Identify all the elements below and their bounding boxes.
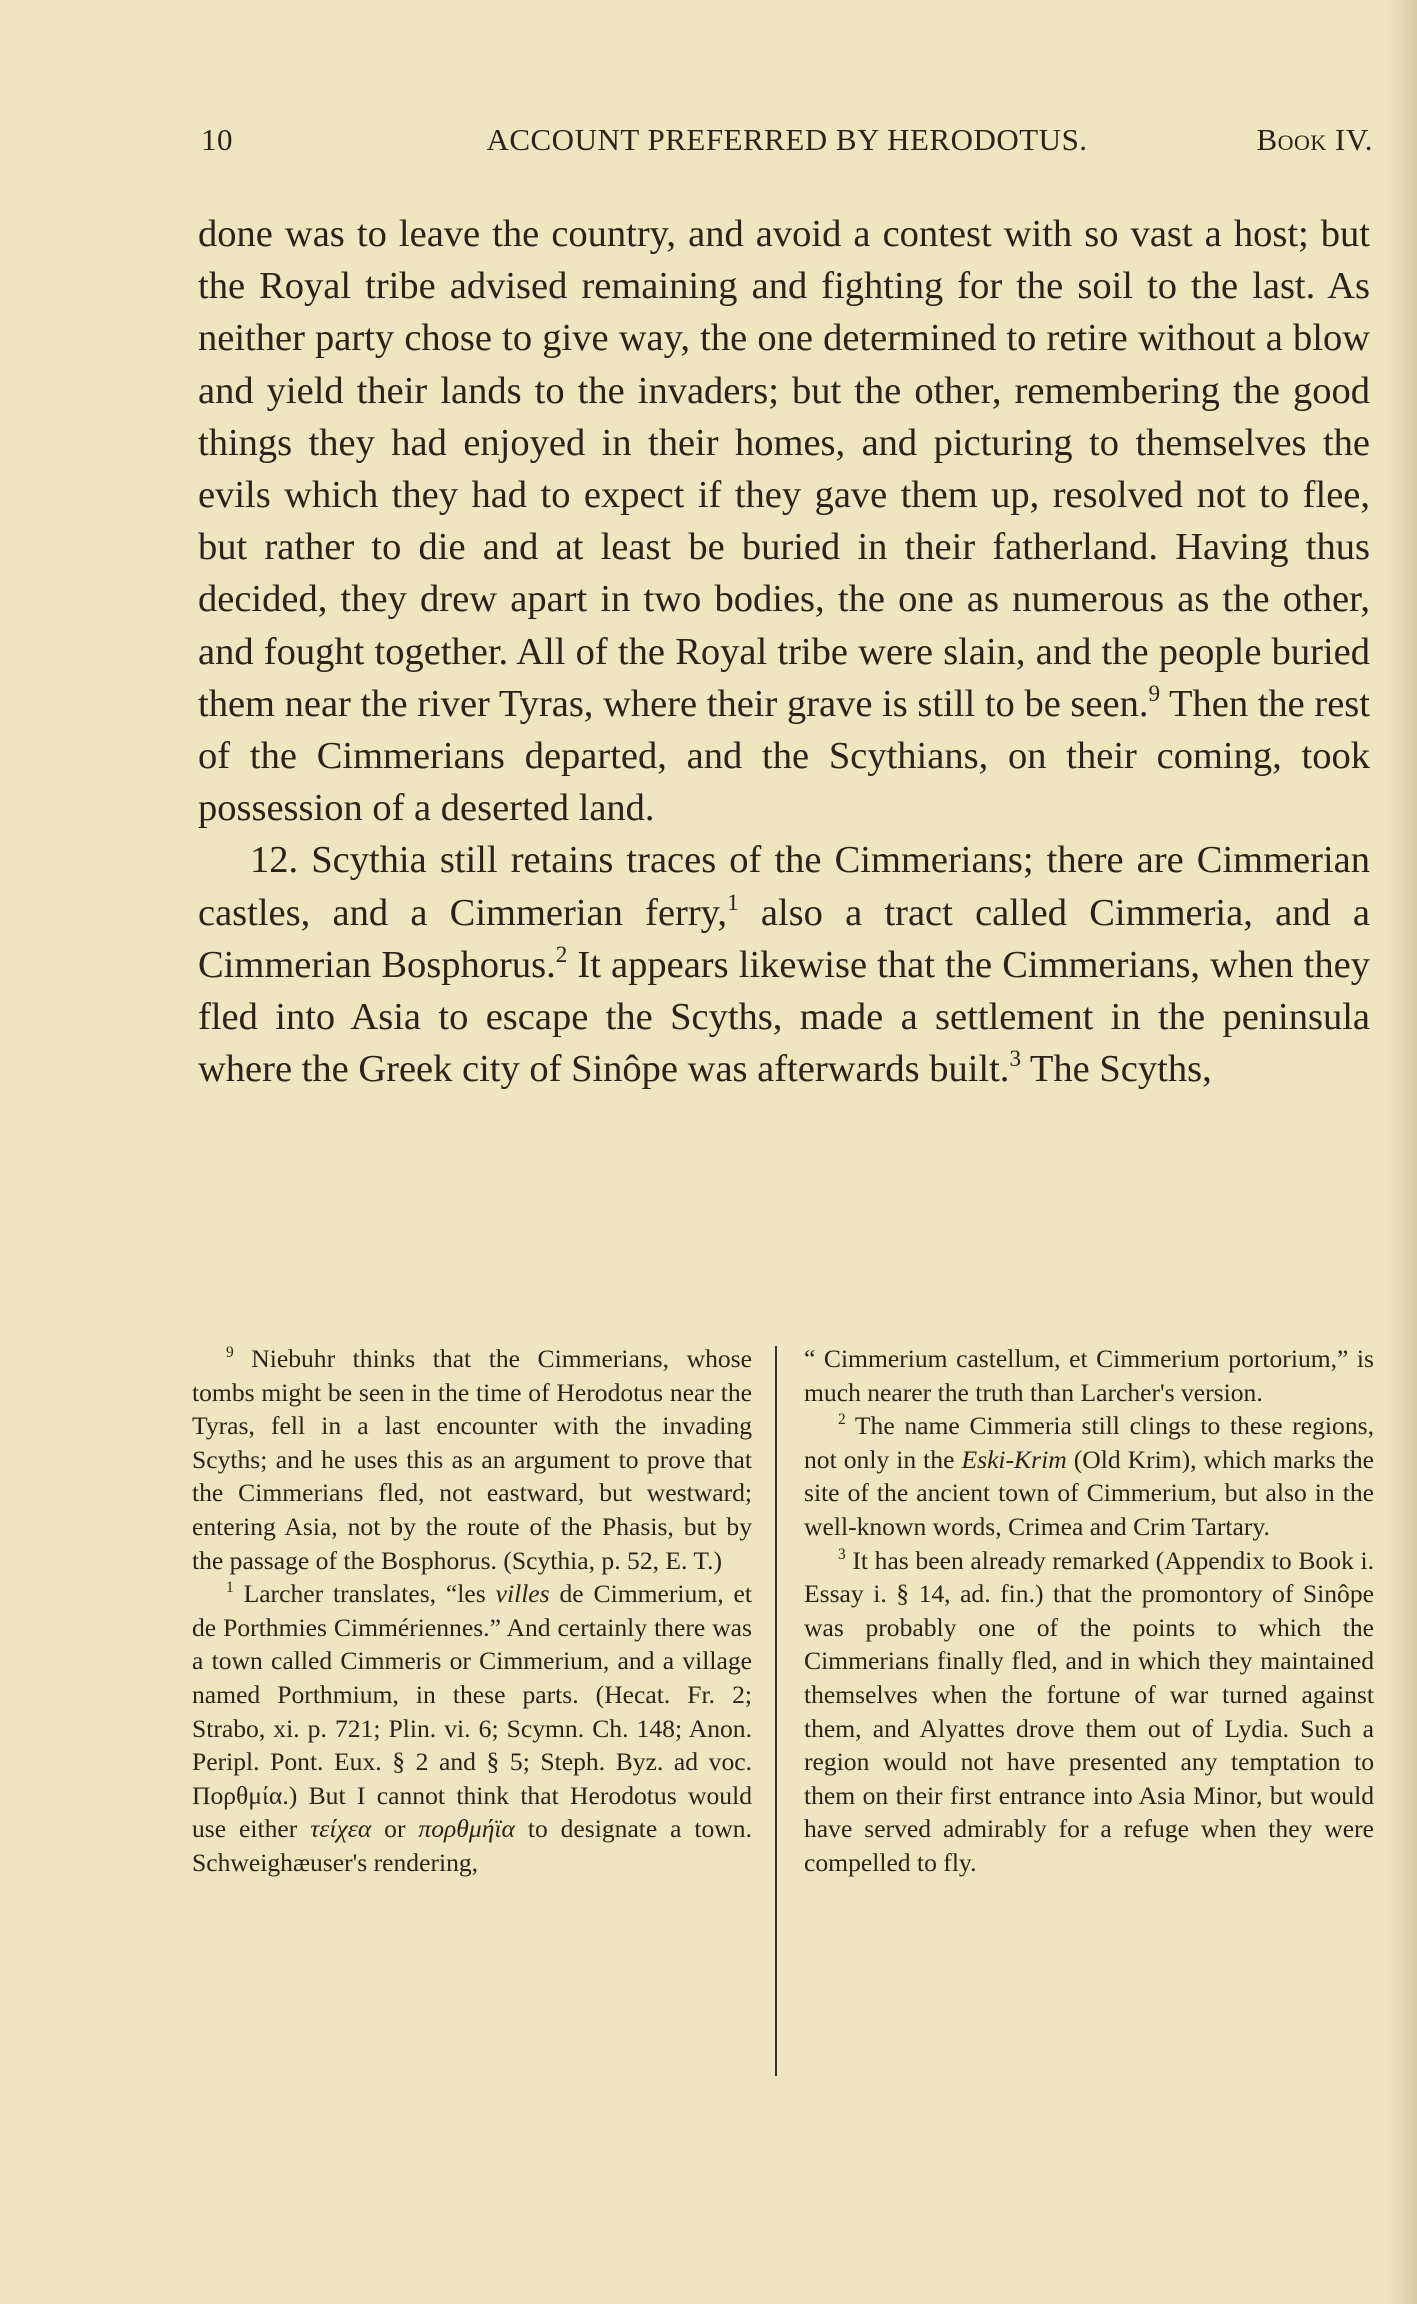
footnote-1: $^1$ Larcher translates, “les villes de Cimmerium, et de Porthmies Cimmériennes.” And certainly there was a town called Cimmeris or Cimmerium, and a village named Porthmium, in these parts. (Hecat. Fr. 2; Strabo, xi. p. 721; Plin. vi. 6; Scymn. Ch. 148; Anon. Peripl. Pont. Eux. § 2 and § 5; Steph. Byz. ad voc. Πορθμία.) But I cannot think that Herodotus would use either τείχεα or πορθμήϊα to designate a town. Schweighæuser's rendering, <box>192 1579 752 1877</box>
footnote-ref-9: 9 <box>1148 679 1161 706</box>
book-label: Book IV. <box>1256 122 1373 157</box>
footnotes <box>192 1342 1374 2087</box>
column-divider <box>775 1346 777 2076</box>
running-title: ACCOUNT PREFERRED BY HERODOTUS. <box>486 122 1088 157</box>
running-header <box>201 122 1373 166</box>
footnote-3: $^3$ It has been already remarked (Appendix to Book i. Essay i. § 14, ad. fin.) that the promontory of Sinôpe was probably one of the points to which the Cimmerians finally fled, and in which they maintained themselves when the fortune of war turned against them, and Alyattes drove them out of Lydia. Such a region would not have presented any temptation to them on their first entrance into Asia Minor, but would have served admirably for a refuge when they were compelled to fly. <box>804 1545 1374 1877</box>
footnote-2: $^2$ The name Cimmeria still clings to these regions, not only in the Eski-Krim (Old Krim), which marks the site of the ancient town of Cimmerium, but also in the well-known words, Crimea and Crim Tartary. <box>804 1411 1374 1541</box>
footnote-ref-3: 3 <box>1009 1045 1021 1072</box>
paragraph-12: 12. Scythia still retains traces of the Cimmerians; there are Cimmerian castles, and a Cimmerian ferry,$^1$ also a tract called Cimmeria, and a Cimmerian Bosphorus.$^2$ It appears likewise that the Cimmerians, when they fled into Asia to escape the Scyths, made a settlement in the peninsula where the Greek city of Sinôpe was afterwards built.$^3$ The Scyths, <box>198 839 1371 1091</box>
footnote-ref-2: 2 <box>555 940 568 967</box>
main-text <box>198 208 1370 1095</box>
footnote-ref-1: 1 <box>727 888 739 915</box>
page-edge-shadow <box>1387 0 1417 2304</box>
footnote-9: $^9$ Niebuhr thinks that the Cimmerians, whose tombs might be seen in the time of Herodotus near the Tyras, fell in a last encounter with the invading Scyths; and he uses this as an argument to prove that the Cimmerians fled, not eastward, but westward; entering Asia, not by the route of the Phasis, but by the passage of the Bosphorus. (Scythia, p. 52, E. T.) <box>192 1344 752 1575</box>
paragraph-continued: done was to leave the country, and avoid a contest with so vast a host; but the Royal tribe advised remaining and fighting for the soil to the last. As neither party chose to give way, the one determined to retire without a blow and yield their lands to the invaders; but the other, remembering the good things they had enjoyed in their homes, and picturing to themselves the evils which they had to expect if they gave them up, resolved not to flee, but rather to die and at least be buried in their fatherland. Having thus decided, they drew apart in two bodies, the one as numerous as the other, and fought together. All of the Royal tribe were slain, and the people buried them near the river Tyras, where their grave is still to be seen.$^9$ Then the rest of the Cimmerians departed, and the Scythians, on their coming, took possession of a deserted land. <box>198 213 1370 830</box>
footnote-1-continued: “ Cimmerium castellum, et Cimmerium portorium,” is much nearer the truth than Larcher's version. <box>804 1344 1374 1407</box>
footnotes-right-column <box>804 1342 1374 1880</box>
footnotes-left-column <box>192 1342 752 1880</box>
page-number: 10 <box>201 122 233 157</box>
